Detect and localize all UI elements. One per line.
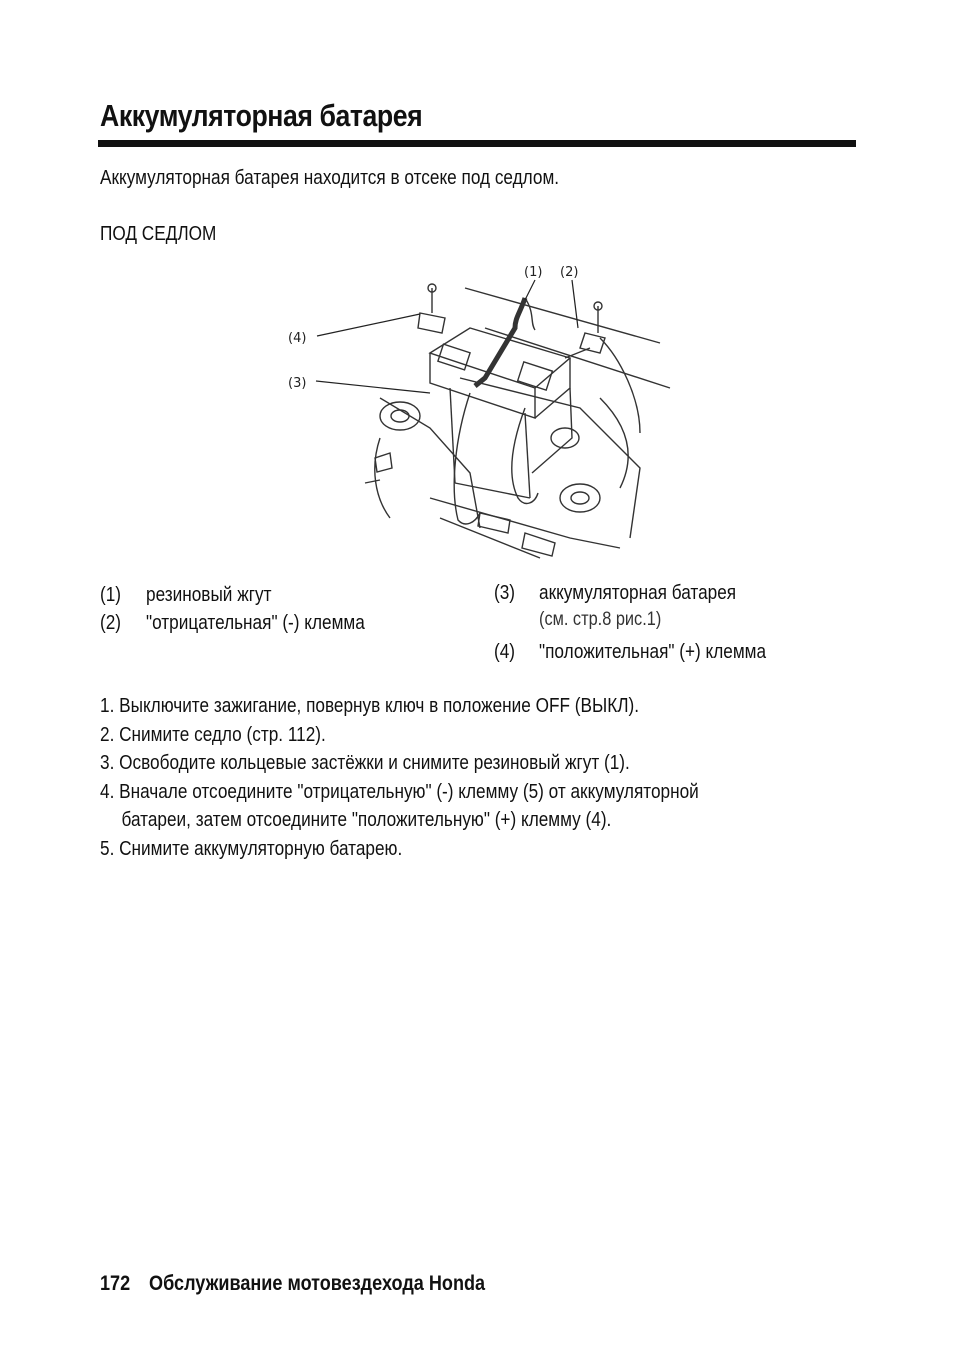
list-item: 2. Снимите седло (стр. 112). <box>100 723 326 746</box>
list-item-continuation <box>100 806 699 835</box>
legend-note-3: (см. стр.8 рис.1) <box>539 609 662 630</box>
list-item: 5. Снимите аккумуляторную батарею. <box>100 837 403 860</box>
callout-3: (3) <box>288 376 307 391</box>
legend-text-1: резиновый жгут <box>146 584 272 606</box>
intro-text: Аккумуляторная батарея находится в отсеке под седлом. <box>100 167 560 189</box>
battery-diagram <box>280 258 680 568</box>
step-4-continuation: батареи, затем отсоедините "положительную" (+) клемму (4). <box>121 809 612 831</box>
list-item: 4. Вначале отсоедините "отрицательную" (-) клемму (5) от аккумуляторной <box>100 780 699 803</box>
callout-4: (4) <box>288 331 307 346</box>
legend-text-3: аккумуляторная батарея <box>539 582 737 604</box>
callout-1: (1) <box>524 265 543 280</box>
legend-num-1: (1) <box>100 584 122 606</box>
page-number: 172 <box>100 1272 131 1295</box>
legend-num-3: (3) <box>494 582 516 604</box>
page-title: Аккумуляторная батарея <box>100 98 423 133</box>
title-underline <box>98 140 856 147</box>
legend-text-2: "отрицательная" (-) клемма <box>146 612 365 634</box>
procedure-steps <box>100 692 796 863</box>
legend-text-4: "положительная" (+) клемма <box>539 641 767 663</box>
list-item: 1. Выключите зажигание, повернув ключ в положение OFF (ВЫКЛ). <box>100 695 640 717</box>
page-footer <box>100 1272 504 1296</box>
legend-num-4: (4) <box>494 641 516 663</box>
footer-section: Обслуживание мотовездехода Honda <box>149 1272 486 1295</box>
legend-num-2: (2) <box>100 612 122 634</box>
callout-2: (2) <box>560 265 579 280</box>
section-label: ПОД СЕДЛОМ <box>100 223 217 245</box>
list-item: 3. Освободите кольцевые застёжки и снимите резиновый жгут (1). <box>100 752 630 774</box>
